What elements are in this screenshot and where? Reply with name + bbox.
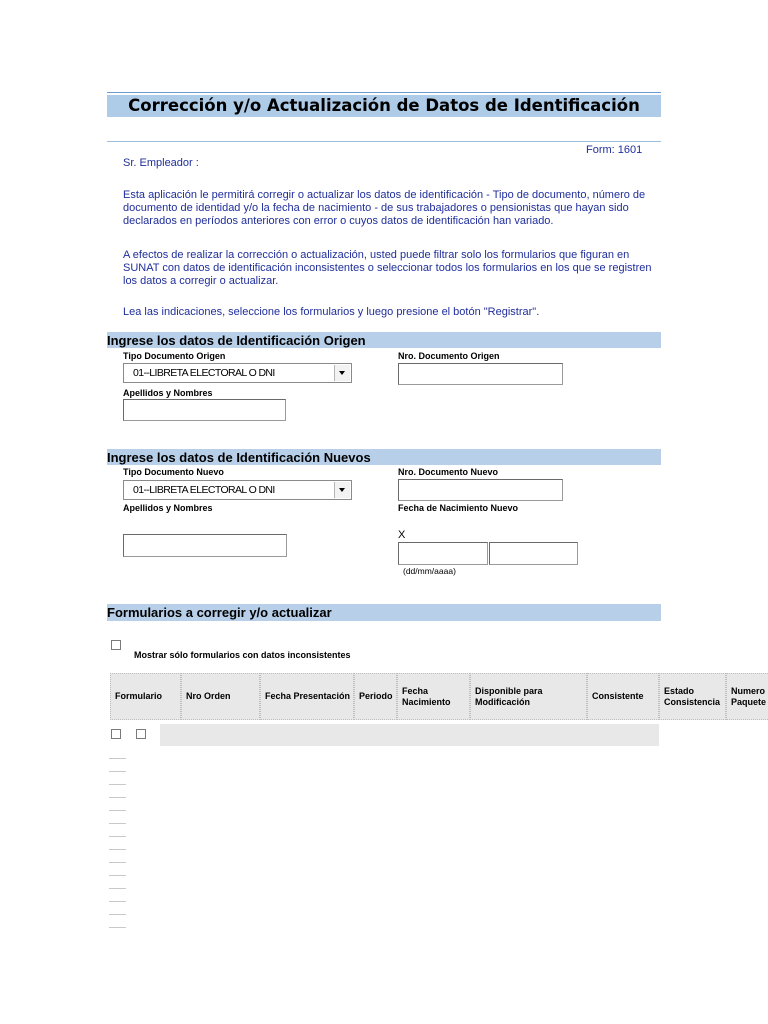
row-divider [109,758,126,759]
title-bottom-rule [107,141,661,142]
new-birth-date-label: Fecha de Nacimiento Nuevo [398,503,519,513]
row-select-checkbox[interactable] [111,729,121,739]
row-divider [109,836,126,837]
page-title: Corrección y/o Actualización de Datos de Identificación [128,96,640,115]
new-doc-type-label: Tipo Documento Nuevo [123,467,224,477]
greeting: Sr. Empleador : [123,157,199,169]
column-header-fecha-presentacion: Fecha Presentación [260,673,354,720]
row-divider [109,771,126,772]
origin-names-label: Apellidos y Nombres [123,388,213,398]
birth-date-input[interactable] [398,542,488,565]
row-divider [109,797,126,798]
column-header-numero-paquete: Numero Paquete [726,673,768,720]
origin-doc-type-label: Tipo Documento Origen [123,351,226,361]
table-row [160,724,659,746]
title-top-rule [107,92,661,93]
row-select-all-checkbox[interactable] [136,729,146,739]
row-divider [109,810,126,811]
origin-doc-number-input[interactable] [398,363,563,385]
column-header-fecha-nacimiento: Fecha Nacimiento [397,673,470,720]
new-names-input[interactable] [123,534,287,557]
birth-date-format-hint: (dd/mm/aaaa) [403,566,456,576]
origin-section-title: Ingrese los datos de Identificación Origen [107,333,366,348]
row-divider [109,862,126,863]
row-divider [109,784,126,785]
column-header-nro-orden: Nro Orden [181,673,260,720]
row-divider [109,875,126,876]
row-divider [109,914,126,915]
intro-paragraph-2: A efectos de realizar la corrección o actualización, usted puede filtrar solo los formularios que figuran en SUNAT con datos de identificación inconsistentes o seleccionar todos los formularios en los que se registren los datos a corregir o actualizar. [123,249,652,287]
birth-date-input-secondary[interactable] [489,542,578,565]
title-bar [107,95,661,117]
inconsistent-filter-checkbox[interactable] [111,640,121,650]
column-header-estado-consistencia: Estado Consistencia [659,673,726,720]
birth-date-marker: X [398,529,406,541]
new-doc-number-input[interactable] [398,479,563,501]
column-header-periodo: Periodo [354,673,397,720]
new-section-bar [107,449,661,465]
column-header-consistente: Consistente [587,673,659,720]
forms-section-bar [107,604,661,621]
new-doc-type-value: 01--LIBRETA ELECTORAL O DNI [133,484,275,496]
origin-doc-number-label: Nro. Documento Origen [398,351,500,361]
chevron-down-icon[interactable] [334,365,350,381]
origin-names-input[interactable] [123,399,286,421]
row-divider [109,901,126,902]
forms-section-title: Formularios a corregir y/o actualizar [107,605,332,620]
new-doc-type-select[interactable] [123,480,352,500]
new-section-title: Ingrese los datos de Identificación Nuevos [107,450,371,465]
row-divider [109,888,126,889]
chevron-down-icon[interactable] [334,482,350,498]
origin-section-bar [107,332,661,348]
new-names-label: Apellidos y Nombres [123,503,213,513]
new-doc-number-label: Nro. Documento Nuevo [398,467,499,477]
intro-paragraph-3: Lea las indicaciones, seleccione los formularios y luego presione el botón "Registrar". [123,306,540,318]
column-header-formulario: Formulario [110,673,181,720]
form-number: Form: 1601 [586,144,643,156]
origin-doc-type-value: 01--LIBRETA ELECTORAL O DNI [133,367,275,379]
row-divider [109,823,126,824]
row-divider [109,849,126,850]
inconsistent-filter-label: Mostrar sólo formularios con datos inconsistentes [134,650,351,660]
row-divider [109,927,126,928]
intro-paragraph-1: Esta aplicación le permitirá corregir o actualizar los datos de identificación - Tipo de documento, número de documento de identidad y/o la fecha de nacimiento - de sus trabajadores o pensionistas que hayan sido declarados en períodos anteriores con error o cuyos datos de identificación han variado. [123,189,646,227]
origin-doc-type-select[interactable] [123,363,352,383]
column-header-disponible: Disponible para Modificación [470,673,587,720]
